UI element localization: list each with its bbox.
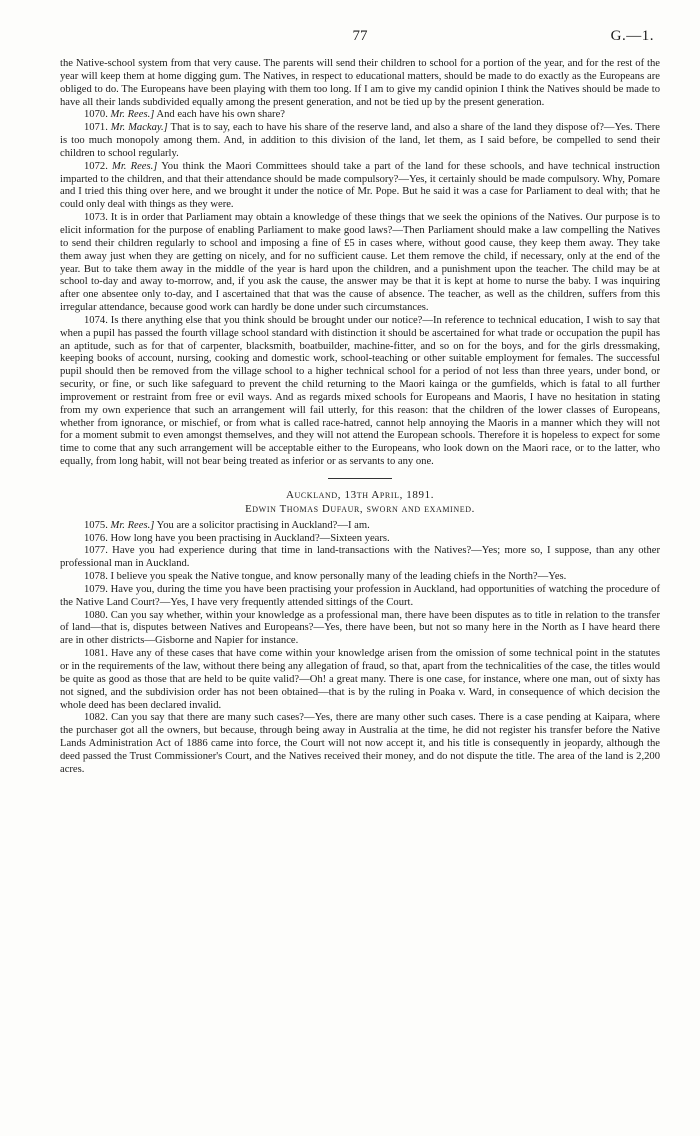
question-1071: [60, 122, 660, 161]
paragraph-continued: the Native-school system from that very cause. The parents will send their children to school for a portion of the year, and for the rest of the year will keep them at home digging gum. The Natives, in respect to educational matters, should be made to do exactly as the Europeans are obliged to do. The Europeans have been playing with them too long. If I am to give my candid opinion I think the Natives should be made to have all their lands subdivided equally among the present generation, and not be tied up by the present generation.: [60, 58, 660, 108]
question-1079: 1079. Have you, during the time you have been practising your profession in Auckland, had opportunities of watching the procedure of the Native Land Court?—Yes, I have very frequently attended sittings of the Court.: [60, 583, 660, 608]
question-1073: 1073. It is in order that Parliament may obtain a knowledge of these things that we seek the opinions of the Natives. Our purpose is to elicit information for the purpose of enabling Parliament to make good laws?—Then Parliament should make a law compelling the Natives to send their children regularly to school and imposing a fine of £5 in cases where, without good cause, they keep them away. They take them away just when they are getting on nicely, and for no sufficient cause. Let them remove the child, if necessary, only at the end of the year. But to take them away in the middle of the year is hard upon the children, and a punishment upon the teacher. The child may be at school to-day and away to-morrow, and, if you ask the cause, the answer may be that it is kept at home to nurse the baby. I was inquiring after one absentee only to-day, and I ascertained that that was the cause of absence. The teacher, as well as the children, suffers from this irregular attendance, because good work can hardly be done under such circumstances.: [60, 212, 660, 314]
question-1082: 1082. Can you say that there are many such cases?—Yes, there are many other such cases. There is a case pending at Kaipara, where the purchaser got all the owners, but because, through being away in Australia at the time, he did not register his transfer before the Native Lands Administration Act of 1886 came into force, the Court will not now accept it, and his title is consequently in jeopardy, although the deed passed the Trust Commissioner's Court, and the Natives received their money, and do not dispute the title. The area of the land is 2,200 acres.: [60, 712, 660, 775]
speaker-name: Mr. Rees.]: [112, 160, 158, 172]
question-number: 1071.: [84, 122, 108, 134]
question-1072: [60, 161, 660, 212]
question-1081: 1081. Have any of these cases that have come within your knowledge arisen from the omission of some technical point in the statutes or in the requirements of the law, without there being any allegation of fraud, so that, apart from the technicalities of the case, the titles would be quite as good as those that are held to be quite valid?—Oh! a great many. There is one case, for instance, where one man, out of sixty has not signed, and the subdivision order has not been obtained—that is by the ruling in Poaka v. Ward, in consequence of which decision the whole deed has been declared invalid.: [60, 648, 660, 711]
witness-heading: Edwin Thomas Dufaur, sworn and examined.: [245, 502, 475, 515]
page-header: [60, 28, 660, 50]
question-1070: [60, 109, 660, 122]
evidence-text: [60, 58, 660, 777]
question-1075: [60, 520, 660, 533]
page-number: 77: [352, 28, 368, 44]
speaker-name: Mr. Rees.]: [110, 519, 155, 531]
question-text: That is to say, each to have his share of the reserve land, and also a share of the land they dispose of?—Yes. There is too much monopoly among them. And, in addition to this division of the land, let them, as I said before, be compelled to send their children to school regularly.: [60, 122, 661, 159]
section-divider: [328, 478, 392, 479]
speaker-name: Mr. Mackay.]: [110, 122, 168, 134]
question-number: 1070.: [84, 109, 108, 121]
question-1077: 1077. Have you had experience during that time in land-transactions with the Natives?—Yes; more so, I suppose, than any other professional man in Auckland.: [60, 545, 660, 570]
document-reference: G.—1.: [610, 28, 654, 44]
question-1076: 1076. How long have you been practising in Auckland?—Sixteen years.: [84, 532, 390, 544]
question-text: You are a solicitor practising in Auckland?—I am.: [156, 519, 370, 531]
question-text: And each have his own share?: [156, 109, 285, 121]
question-1074: 1074. Is there anything else that you think should be brought under our notice?—In reference to technical education, I wish to say that when a pupil has passed the fourth village school standard with distinction it should be ascertained for what trade or occupation the pupil has an aptitude, such as for that of carpenter, blacksmith, boatbuilder, machine-fitter, and so on for the boys, and for the girls dressmaking, keeping books of account, nursing, cooking and domestic work, school-teaching or other suitable employment for females. The successful pupil should then be removed from the village school to a higher technical school for a period of not less than three years, under bond, or security, or fine, or such like safeguard to prevent the child returning to the Maori kainga or the gumfields, which is fatal to all further improvement or restraint from free or evil ways. And as regards mixed schools for Europeans and Maoris, I have no hesitation in stating from my own experience that such an arrangement will fail utterly, for this reason: that the children of the lower classes of Europeans, whether from ignorance, or mischief, or from what is called race-hatred, cannot help annoying the Maoris in a manner which they will not for a moment submit to even amongst themselves, and they will not attend the European schools. Therefore it is hopeless to expect for some time to come that any such arrangement will be acceptable either to the Europeans, who look down on the Maori race, or to the latter, who equally, from long habit, will not bear being treated as inferior or as servants to any one.: [60, 314, 660, 468]
question-number: 1075.: [84, 519, 108, 531]
dateline: Auckland, 13th April, 1891.: [285, 489, 435, 501]
question-number: 1072.: [84, 160, 108, 172]
question-1078: 1078. I believe you speak the Native tongue, and know personally many of the leading chiefs in the North?—Yes.: [84, 571, 567, 583]
question-text: You think the Maori Committees should take a part of the land for these schools, and have technical instruction imparted to the children, and that their attendance should be made compulsory?—Yes, it certainly should be made compulsory. Why, Pomare and I tried this thing over here, and we brought it under the notice of Mr. Pope. But he said it was a case for Parliament to deal with; that he could only deal with things as they were.: [60, 160, 660, 211]
question-1080: 1080. Can you say whether, within your knowledge as a professional man, there have been disputes as to title in relation to the transfer of land—that is, disputes between Natives and Europeans?—Yes, there have been, but not so many here in the North as I have heard there are in other districts—Gisborne and Napier for instance.: [60, 609, 660, 647]
speaker-name: Mr. Rees.]: [110, 109, 155, 121]
